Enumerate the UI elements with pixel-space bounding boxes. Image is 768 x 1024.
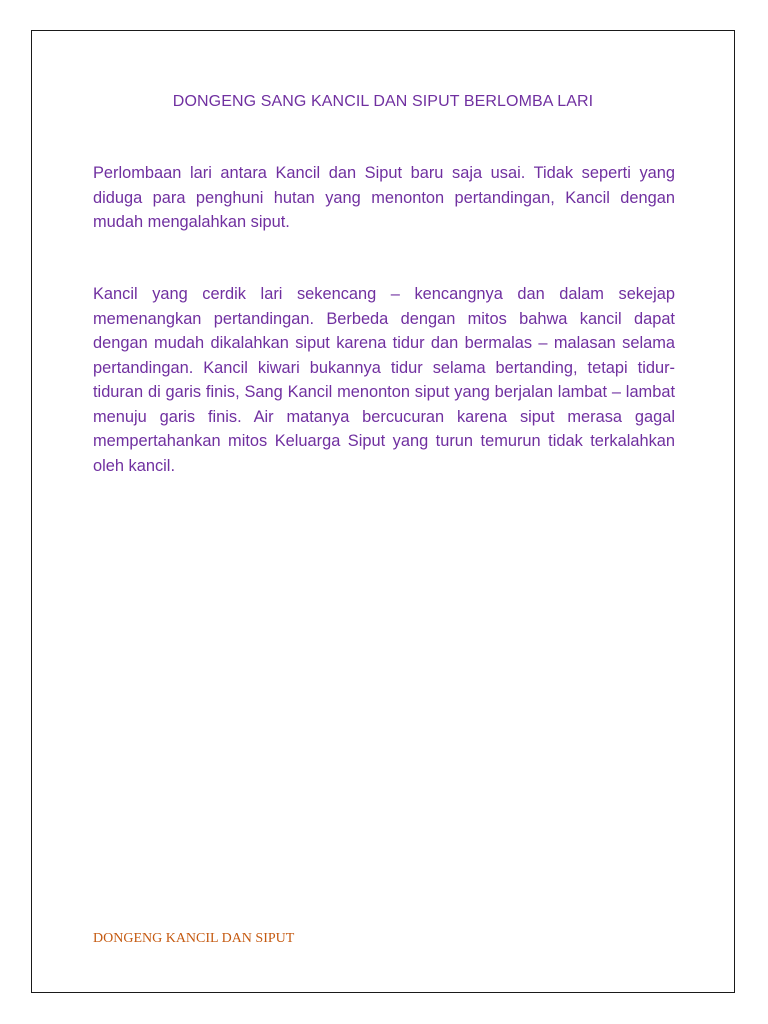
document-title: DONGENG SANG KANCIL DAN SIPUT BERLOMBA LARI (172, 93, 594, 110)
paragraph-2: Kancil yang cerdik lari sekencang – kencangnya dan dalam sekejap memenangkan pertandingan. Berbeda dengan mitos bahwa kancil dapat dengan mudah dikalahkan siput karena tidur dan bermalas – malasan selama pertandingan. Kancil kiwari bukannya tidur selama bertanding, tetapi tidur- tiduran di garis finis, Sang Kancil menonton siput yang berjalan lambat – lambat menuju garis finis. Air matanya bercucuran karena siput merasa gagal mempertahankan mitos Keluarga Siput yang turun temurun tidak terkalahkan oleh kancil. (93, 285, 675, 475)
page-frame (31, 30, 735, 993)
paragraph-1: Perlombaan lari antara Kancil dan Siput baru saja usai. Tidak seperti yang diduga para penghuni hutan yang menonton pertandingan, Kancil dengan mudah mengalahkan siput. (93, 164, 675, 231)
page-footer: DONGENG KANCIL DAN SIPUT (93, 931, 295, 946)
